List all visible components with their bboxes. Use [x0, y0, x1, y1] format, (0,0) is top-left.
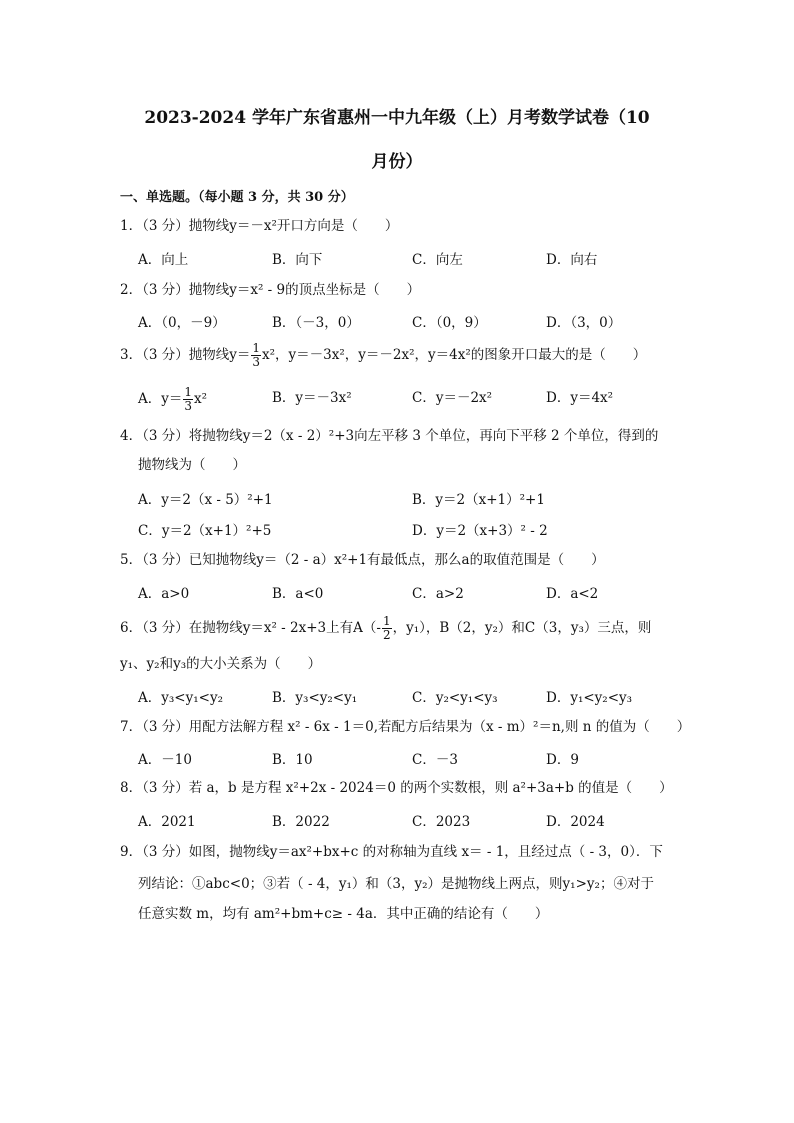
option-d: D．9 [546, 752, 579, 768]
option-b: B．y₃<y₂<y₁ [272, 690, 358, 706]
option-b: B．y＝－3x² [272, 390, 352, 406]
option-a: A．（0，－9） [138, 315, 226, 331]
fraction [251, 342, 261, 369]
question-9-line1: 9．（3 分）如图，抛物线y＝ax²+bx+c 的对称轴为直线 x＝ - 1，且经过点（ - 3，0）．下 [120, 844, 663, 860]
option-a: A．－10 [138, 752, 192, 768]
option-d: D．（3，0） [546, 315, 622, 331]
option-b: B．2022 [272, 814, 330, 830]
option-a: A．a>0 [138, 586, 190, 602]
fraction-denominator: 2 [382, 628, 391, 642]
question-7: 7．（3 分）用配方法解方程 x² - 6x - 1＝0,若配方后结果为（x - m）²＝n,则 n 的值为（ ） [120, 719, 691, 735]
option-c: C．y＝2（x+1）²+5 [138, 523, 272, 539]
fraction-numerator: 1 [382, 614, 391, 628]
question-7-options [138, 748, 678, 768]
option-c: C．y＝－2x² [412, 390, 493, 406]
question-4-line1: 4．（3 分）将抛物线y＝2（x - 2）²+3向左平移 3 个单位，再向下平移 2 个单位，得到的 [120, 428, 659, 444]
exam-title-line1: 2023-2024 学年广东省惠州一中九年级（上）月考数学试卷（10 [144, 108, 650, 128]
question-6-line1 [120, 615, 680, 642]
question-1: 1．（3 分）抛物线y＝－x²开口方向是（ ） [120, 218, 399, 234]
section-heading: 一、单选题。（每小题 3 分，共 30 分） [120, 190, 354, 205]
option-d: D．2024 [546, 814, 605, 830]
exam-title-line2: 月份） [371, 152, 423, 172]
option-d: D．y＝4x² [546, 390, 614, 406]
option-a-prefix: A．y＝ [138, 391, 183, 407]
question-3 [120, 342, 680, 369]
option-a: A．y₃<y₁<y₂ [138, 690, 223, 706]
option-d: D．y＝2（x+3）² - 2 [412, 523, 548, 539]
question-8: 8．（3 分）若 a，b 是方程 x²+2x - 2024＝0 的两个实数根，则 a²+3a+b 的值是（ ） [120, 780, 673, 796]
option-d: D．向右 [546, 252, 598, 268]
question-5-options [138, 582, 678, 602]
question-1-options [138, 248, 678, 268]
option-c: C．2023 [412, 814, 471, 830]
question-6-line2: y₁、y₂和y₃的大小关系为（ ） [120, 656, 322, 672]
question-6-prefix: 6．（3 分）在抛物线y＝x² - 2x+3上有A（- [120, 620, 381, 636]
question-8-options [138, 810, 678, 830]
option-c: C．a>2 [412, 586, 464, 602]
fraction-denominator: 3 [184, 399, 193, 413]
question-4-options-row1 [138, 488, 678, 508]
question-6-options [138, 686, 678, 706]
question-5: 5．（3 分）已知抛物线y＝（2 - a）x²+1有最低点，那么a的取值范围是（ ） [120, 552, 605, 568]
question-3-suffix: x²，y＝－3x²，y＝－2x²，y＝4x²的图象开口最大的是（ ） [262, 347, 647, 363]
question-2: 2．（3 分）抛物线y＝x² - 9的顶点坐标是（ ） [120, 282, 421, 298]
fraction-numerator: 1 [252, 341, 260, 355]
option-b: B．向下 [272, 252, 323, 268]
option-d: D．y₁<y₂<y₃ [546, 690, 633, 706]
fraction [183, 386, 193, 413]
option-a [138, 386, 207, 413]
option-c: C．y₂<y₁<y₃ [412, 690, 498, 706]
option-c: C．向左 [412, 252, 463, 268]
fraction-numerator: 1 [184, 385, 193, 399]
option-c: C．（0，9） [412, 315, 487, 331]
question-3-prefix: 3．（3 分）抛物线y＝ [120, 347, 251, 363]
option-b: B．a<0 [272, 586, 324, 602]
option-b: B．10 [272, 752, 313, 768]
option-d: D．a<2 [546, 586, 599, 602]
fraction-denominator: 3 [252, 355, 260, 369]
question-4-options-row2 [138, 519, 678, 539]
fraction [382, 615, 392, 642]
option-a: A．向上 [138, 252, 189, 268]
option-b: B．（－3，0） [272, 315, 360, 331]
question-2-options [138, 311, 678, 331]
question-3-options [138, 385, 678, 413]
option-a-suffix: x² [194, 391, 208, 407]
option-c: C．－3 [412, 752, 458, 768]
question-4-line2: 抛物线为（ ） [138, 457, 246, 473]
option-a: A．2021 [138, 814, 196, 830]
option-b: B．y＝2（x+1）²+1 [412, 492, 545, 508]
question-6-suffix: ，y₁），B（2，y₂）和C（3，y₃）三点，则 [392, 620, 652, 636]
question-9-line2: 列结论：①abc<0；③若（ - 4，y₁）和（3，y₂）是抛物线上两点，则y₁>y₂；④对于 [138, 876, 654, 892]
question-9-line3: 任意实数 m，均有 am²+bm+c≥ - 4a．其中正确的结论有（ ） [138, 906, 549, 922]
option-a: A．y＝2（x - 5）²+1 [138, 492, 273, 508]
